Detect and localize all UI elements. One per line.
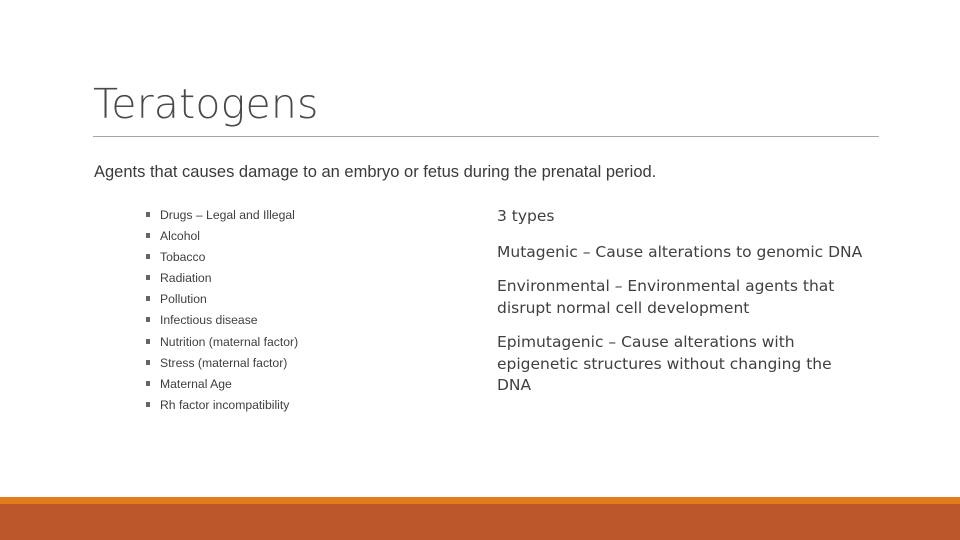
square-bullet-icon xyxy=(146,275,150,280)
list-item-label: Pollution xyxy=(160,292,207,307)
list-item-label: Rh factor incompatibility xyxy=(160,397,290,412)
square-bullet-icon xyxy=(146,339,150,344)
list-item xyxy=(146,226,346,247)
square-bullet-icon xyxy=(146,233,150,238)
slide-title: Teratogens xyxy=(93,80,319,128)
list-item xyxy=(146,268,346,289)
type-paragraph-mutagenic: Mutagenic – Cause alterations to genomic DNA xyxy=(497,242,863,261)
square-bullet-icon xyxy=(146,254,150,259)
list-item-label: Infectious disease xyxy=(160,313,258,328)
list-item-label: Tobacco xyxy=(160,250,206,265)
list-item xyxy=(146,247,346,268)
list-item-label: Alcohol xyxy=(160,229,200,244)
square-bullet-icon xyxy=(146,381,150,386)
footer-accent-stripe xyxy=(0,497,960,504)
types-column xyxy=(497,206,867,410)
types-heading: 3 types xyxy=(497,207,555,225)
list-item-label: Stress (maternal factor) xyxy=(160,355,288,370)
list-item xyxy=(146,310,346,331)
square-bullet-icon xyxy=(146,360,150,365)
list-item xyxy=(146,374,346,395)
type-paragraph-environmental: Environmental – Environmental agents that disrupt normal cell development xyxy=(497,277,835,317)
slide-subtitle: Agents that causes damage to an embryo or fetus during the prenatal period. xyxy=(94,163,657,181)
list-item xyxy=(146,289,346,310)
footer-band xyxy=(0,504,960,540)
list-item-label: Maternal Age xyxy=(160,376,232,391)
list-item xyxy=(146,395,346,416)
list-item-label: Nutrition (maternal factor) xyxy=(160,334,299,349)
list-item xyxy=(146,332,346,353)
list-item-label: Drugs – Legal and Illegal xyxy=(160,208,295,222)
square-bullet-icon xyxy=(146,317,150,322)
teratogen-list xyxy=(146,205,346,416)
list-item xyxy=(146,353,346,374)
type-paragraph-epimutagenic: Epimutagenic – Cause alterations with epigenetic structures without changing the DNA xyxy=(497,333,832,394)
list-item-label: Radiation xyxy=(160,271,212,286)
list-item xyxy=(146,205,346,226)
title-divider xyxy=(93,136,879,137)
square-bullet-icon xyxy=(146,402,150,407)
square-bullet-icon xyxy=(146,296,150,301)
square-bullet-icon xyxy=(146,212,150,217)
